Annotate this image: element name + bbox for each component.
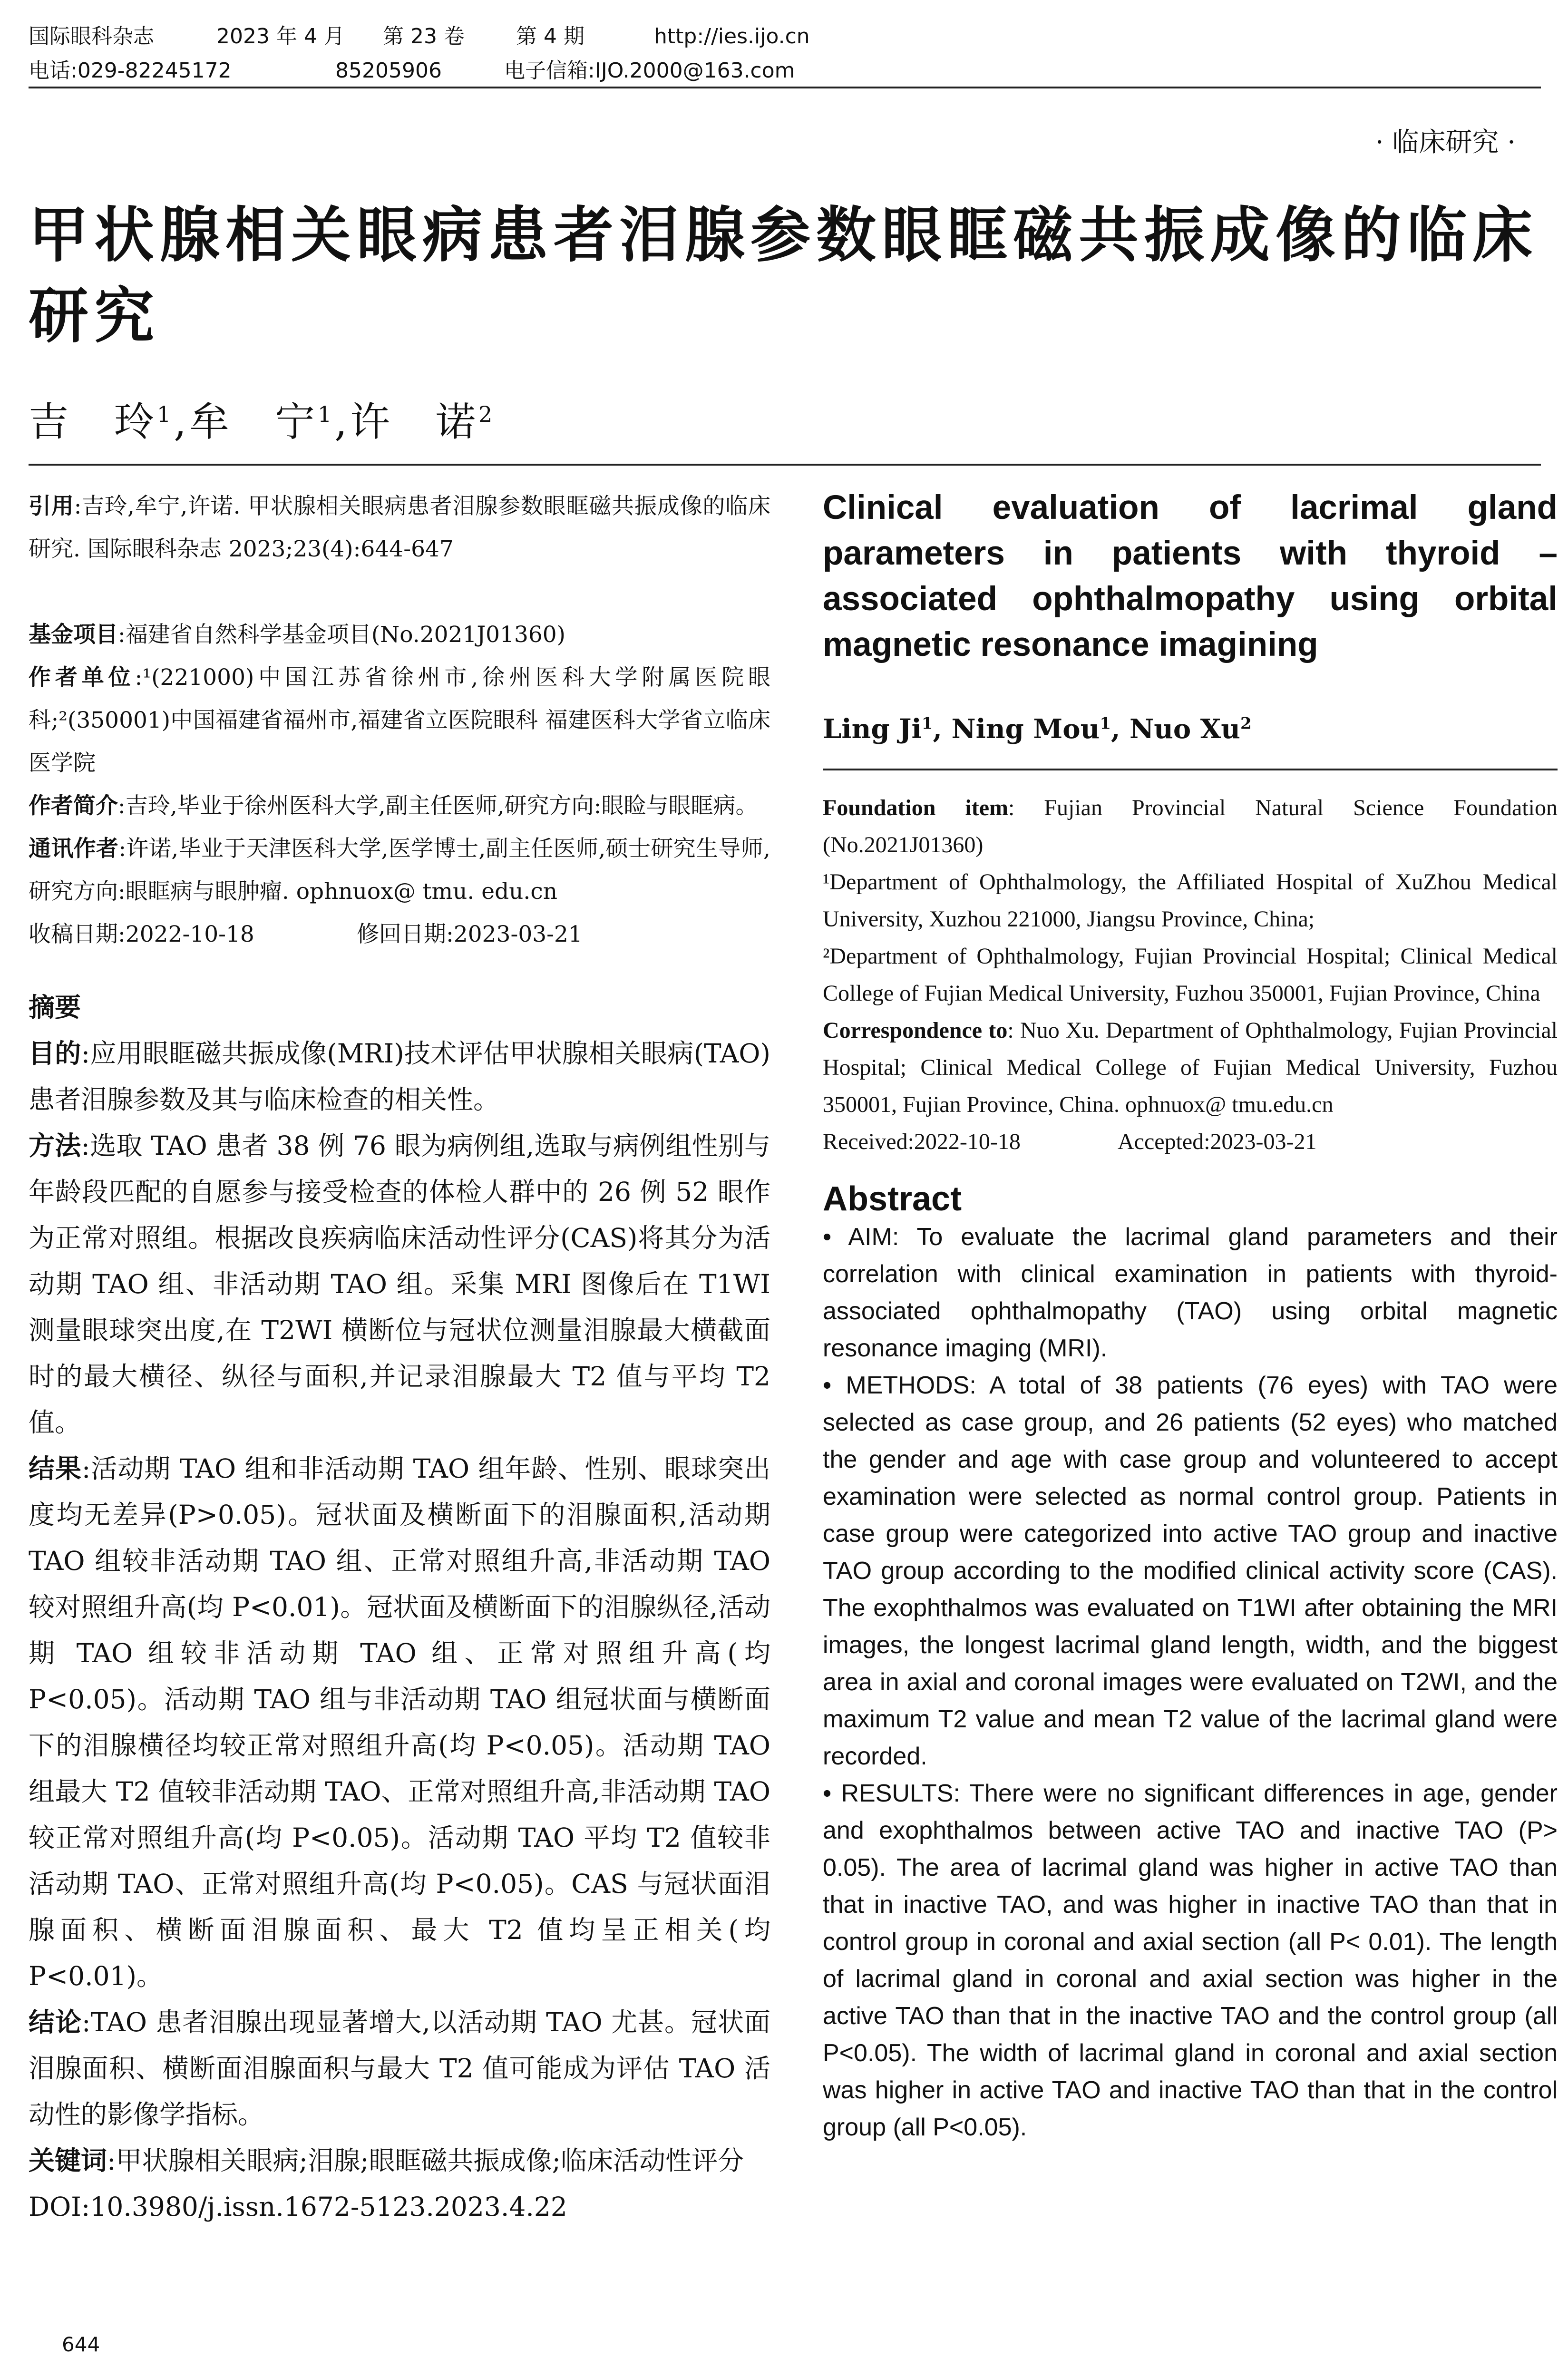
results-text: :活动期 TAO 组和非活动期 TAO 组年龄、性别、眼球突出度均无差异(P>0.05)。冠状面及横断面下的泪腺面积,活动期 TAO 组较非活动期 TAO 组、正常对照组升高,非活动期 TAO 较对照组升高(均 P<0.01)。冠状面及横断面下的泪腺纵径,活动期 TAO 组较非活动期 TAO 组、正常对照组升高(均 P<0.05)。活动期 TAO 组与非活动期 TAO 组冠状面与横断面下的泪腺横径均较正常对照组升高(均 P<0.05)。活动期 TAO 组最大 T2 值较非活动期 TAO、正常对照组升高,非活动期 TAO 较正常对照组升高(均 P<0.05)。活动期 TAO 平均 T2 值较非活动期 TAO、正常对照组升高(均 P<0.05)。CAS 与冠状面泪腺面积、横断面泪腺面积、最大 T2 值均呈正相关(均 P<0.01)。 [29,1453,770,1991]
keywords-text: :甲状腺相关眼病;泪腺;眼眶磁共振成像;临床活动性评分 [107,2145,744,2176]
affiliation-2: ²Department of Ophthalmology, Fujian Provincial Hospital; Clinical Medical College of Fujian Medical University, Fuzhou 350001, Fujian Province, China [823,944,1558,1006]
author-name: 吉 玲 [29,399,157,445]
methods-label: 方法 [29,1130,81,1161]
corr-en-text: : Nuo Xu. Department of Ophthalmology, Fujian Provincial Hospital; Clinical Medical College of Fujian Medical University, Fuzhou 350001, Fujian Province, China. ophnuox@ tmu.edu.cn [823,1018,1558,1117]
english-title-line: magnetic resonance imagining [823,626,1318,663]
english-title-line: parameters in patients with thyroid – [823,535,1558,572]
title-rule [29,464,1541,466]
results-en: • RESULTS: There were no significant differences in age, gender and exophthalmos between active TAO and inactive TAO (P> 0.05). The area of lacrimal gland was higher in active TAO than that in inactive TAO, and was higher in inactive TAO than that in control group in coronal and axial section (all P< 0.01). The length of lacrimal gland in coronal and axial section was higher in the active TAO than that in the inactive TAO and the control group (all P<0.05). The width of lacrimal gland in coronal and axial section was higher in active TAO and inactive TAO than that in the control group (all P<0.05). [823,1780,1558,2141]
author-en-name: Ling Ji [823,713,922,745]
conclusion-text: :TAO 患者泪腺出现显著增大,以活动期 TAO 尤甚。冠状面泪腺面积、横断面泪腺面积与最大 T2 值可能成为评估 TAO 活动性的影像学指标。 [29,2007,770,2130]
abstract-en [823,1218,1558,2146]
received-en: Received:2022-10-18 [823,1129,1021,1154]
bio-text: :吉玲,毕业于徐州医科大学,副主任医师,研究方向:眼睑与眼眶病。 [118,793,758,819]
fund-text: :福建省自然科学基金项目(No.2021J01360) [118,622,566,648]
unit-text: :¹(221000)中国江苏省徐州市,徐州医科大学附属医院眼科;²(350001)中国福建省福州市,福建省立医院眼科 福建医科大学省立临床医学院 [29,664,770,776]
accepted-en: Accepted:2023-03-21 [1118,1129,1317,1154]
author-en-sup: 1 [921,714,933,733]
author-name: 许 诺 [350,399,479,445]
author-name: 牟 宁 [189,399,318,445]
correspondence-en [823,1012,1558,1123]
section-tag: · 临床研究 · [1375,127,1516,158]
phone-2: 85205906 [335,58,442,83]
keywords-label: 关键词 [29,2145,107,2176]
meta-en [823,789,1558,1160]
dates-en [823,1123,1558,1160]
corr-text: :许诺,毕业于天津医科大学,医学博士,副主任医师,硕士研究生导师,研究方向:眼眶病与眼肿瘤. ophnuox@ tmu. edu.cn [29,836,770,905]
english-title-line: Clinical evaluation of lacrimal gland [823,489,1558,526]
doi[interactable]: DOI:10.3980/j.issn.1672-5123.2023.4.22 [29,2192,567,2222]
fund-label: 基金项目 [29,622,118,648]
page-number: 644 [62,2333,100,2356]
issue: 第 4 期 [516,24,584,49]
email[interactable]: 电子信箱:IJO.2000@163.com [504,58,795,83]
unit-label: 作者单位 [29,664,135,691]
foundation-en [823,789,1558,864]
citation-text: :吉玲,牟宁,许诺. 甲状腺相关眼病患者泪腺参数眼眶磁共振成像的临床研究. 国际眼科杂志 2023;23(4):644-647 [29,493,771,562]
abstract-label: 摘要 [29,992,81,1023]
received-cn: 收稿日期:2022-10-18 [29,921,254,947]
english-title-line: associated ophthalmopathy using orbital [823,580,1558,618]
journal-name: 国际眼科杂志 [29,24,154,49]
article-title: 甲状腺相关眼病患者泪腺参数眼眶磁共振成像的临床研究 [29,200,1538,351]
citation-label: 引用 [29,493,74,519]
abstract-heading: Abstract [823,1180,962,1218]
citation [29,485,770,571]
methods-text: :选取 TAO 患者 38 例 76 眼为病例组,选取与病例组性别与年龄段匹配的自愿参与接受检查的体检人群中的 26 例 52 眼作为正常对照组。根据改良疾病临床活动性评分(CAS)将其分为活动期 TAO 组、非活动期 TAO 组。采集 MRI 图像后在 T1WI 测量眼球突出度,在 T2WI 横断位与冠状位测量泪腺最大横截面时的最大横径、纵径与面积,并记录泪腺最大 T2 值与平均 T2 值。 [29,1130,770,1438]
results-cn [29,1446,770,1999]
affiliation-1: ¹Department of Ophthalmology, the Affiliated Hospital of XuZhou Medical University, Xuzhou 221000, Jiangsu Province, China; [823,869,1558,932]
author-sup: 2 [478,401,496,427]
bio [29,785,770,828]
unit [29,656,770,785]
journal-url[interactable]: http://ies.ijo.cn [654,24,810,49]
author-sup: 1 [318,401,335,427]
corr-label: 通讯作者 [29,836,119,862]
english-title [823,485,1558,668]
author-rule [823,769,1558,770]
header-rule [29,87,1541,88]
bio-label: 作者简介 [29,793,118,819]
journal-header-line1 [29,19,810,49]
methods-en: • METHODS: A total of 38 patients (76 eyes) with TAO were selected as case group, and 26 patients (52 eyes) who matched the gender and age with case group and volunteered to accept examination were selected as normal control group. Patients in case group were categorized into active TAO group and inactive TAO group according to the modified clinical activity score (CAS). The exophthalmos was evaluated on T1WI after obtaining the MRI images, the longest lacrimal gland length, width, and the biggest area in axial and coronal images were evaluated on T2WI, and the maximum T2 value and mean T2 value of the lacrimal gland were recorded. [823,1372,1558,1770]
right-column [823,485,1558,2146]
dates-cn [29,913,770,956]
conclusion-cn [29,1999,770,2138]
foundation-label: Foundation item [823,795,1008,820]
aim-en: • AIM: To evaluate the lacrimal gland parameters and their correlation with clinical examination in patients with thyroid-associated ophthalmopathy (TAO) using orbital magnetic resonance imaging (MRI). [823,1223,1558,1362]
issue-date: 2023 年 4 月 [216,24,345,49]
foundation-text: : Fujian Provincial Natural Science Foundation (No.2021J01360) [823,795,1558,857]
left-column [29,485,770,2230]
conclusion-label: 结论 [29,2007,82,2037]
results-label: 结果 [29,1453,82,1484]
keywords-cn [29,2138,770,2184]
volume: 第 23 卷 [383,24,465,49]
correspondence-cn [29,828,770,913]
aim-text: :应用眼眶磁共振成像(MRI)技术评估甲状腺相关眼病(TAO)患者泪腺参数及其与临床检查的相关性。 [29,1038,770,1115]
author-en-sup: 1 [1100,714,1111,733]
methods-cn [29,1123,770,1446]
authors-en: Ling Ji$^1$, Ning Mou$^1$, Nuo Xu$^2$ [823,713,1252,745]
revised-cn: 修回日期:2023-03-21 [357,921,583,947]
corr-en-label: Correspondence to [823,1018,1008,1043]
phone: 电话:029-82245172 [29,58,232,83]
aim-cn [29,1031,770,1123]
abstract-cn [29,984,770,2230]
author-en-name: Ning Mou [951,713,1100,745]
journal-header-line2 [29,53,795,84]
author-en-name: Nuo Xu [1130,713,1240,745]
author-sup: 1 [157,401,174,427]
aim-label: 目的 [29,1038,81,1069]
author-en-sup: 2 [1240,714,1252,733]
authors-cn: 吉 玲$^1$,牟 宁$^1$,许 诺$^2$ [29,399,496,445]
fund [29,614,770,656]
